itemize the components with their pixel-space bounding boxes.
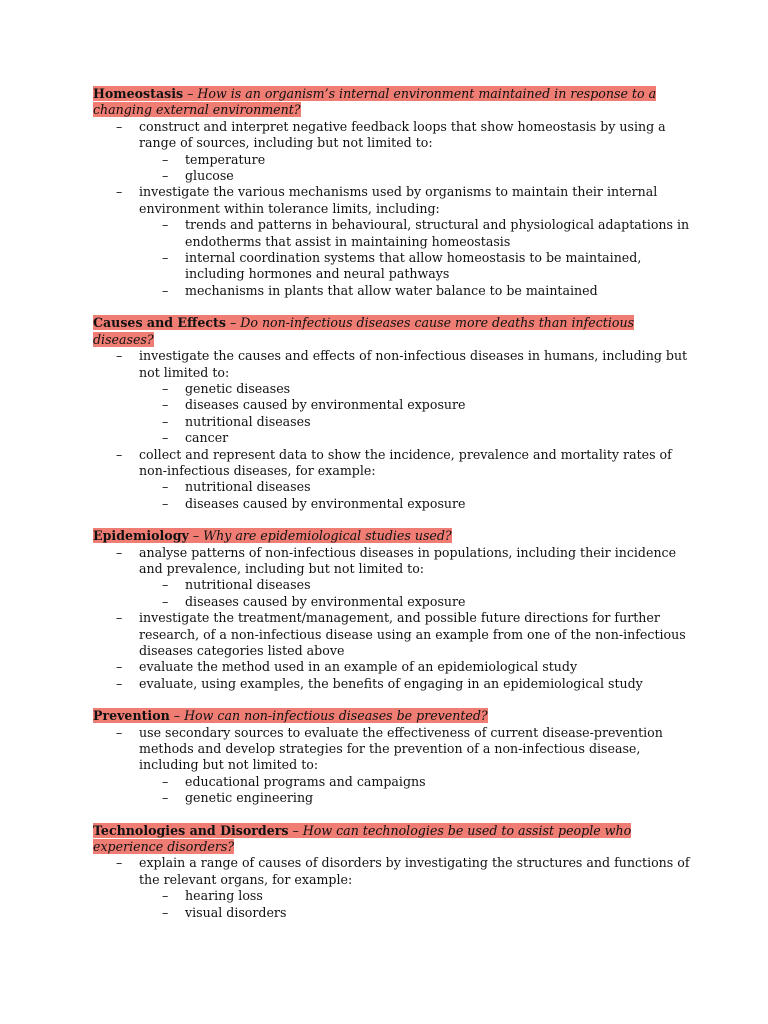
sub-outcome-item — [139, 217, 693, 250]
dash-bullet: – — [162, 151, 169, 167]
dash-bullet: – — [162, 217, 169, 233]
sub-outcome-item — [139, 905, 693, 921]
outcome-item — [93, 119, 693, 185]
dash-bullet: – — [162, 790, 169, 806]
outcome-item — [93, 725, 693, 807]
section-title: Technologies and Disorders — [93, 822, 289, 838]
outcome-item — [93, 676, 693, 692]
dash-bullet: – — [162, 904, 169, 920]
sub-outcome-text: diseases caused by environmental exposure — [185, 495, 466, 511]
dash-bullet: – — [162, 479, 169, 495]
document-page — [93, 86, 693, 937]
outcome-text: construct and interpret negative feedback loops that show homeostasis by using a range of sources, including but not limited to: — [139, 118, 666, 151]
heading-highlight — [93, 86, 656, 117]
section-question: Why are epidemiological studies used? — [203, 528, 452, 544]
outcome-item — [93, 184, 693, 299]
outcome-text: investigate the various mechanisms used by organisms to maintain their internal environment within tolerance limits, including: — [139, 184, 658, 216]
sub-outcome-text: nutritional diseases — [185, 479, 311, 495]
section-title: Epidemiology — [93, 528, 189, 544]
sub-outcome-item — [139, 790, 693, 806]
heading-highlight — [93, 528, 452, 543]
dash-bullet: – — [162, 888, 169, 904]
syllabus-section — [93, 528, 693, 692]
section-heading — [93, 315, 693, 348]
dash-bullet: – — [116, 348, 123, 364]
outcome-item — [93, 610, 693, 659]
sub-outcome-text: nutritional diseases — [185, 413, 311, 429]
title-separator: – — [183, 86, 198, 101]
outcome-text: evaluate the method used in an example of an epidemiological study — [139, 659, 578, 675]
syllabus-section — [93, 708, 693, 806]
outcome-text: investigate the treatment/management, and possible future directions for further research, of a non-infectious disease using an example from one of the non-infectious diseases categories listed above — [139, 610, 686, 658]
dash-bullet: – — [162, 495, 169, 511]
sub-outcome-text: genetic diseases — [185, 380, 291, 396]
sub-outcome-item — [139, 397, 693, 413]
dash-bullet: – — [162, 430, 169, 446]
sub-outcome-item — [139, 479, 693, 495]
heading-highlight — [93, 315, 634, 346]
dash-bullet: – — [116, 724, 123, 740]
sub-outcome-text: diseases caused by environmental exposure — [185, 397, 466, 413]
sub-outcome-list — [139, 888, 693, 921]
title-separator: – — [169, 708, 185, 724]
section-heading — [93, 823, 693, 856]
sub-outcome-text: visual disorders — [185, 904, 287, 920]
outcome-text: explain a range of causes of disorders by investigating the structures and functions of the relevant organs, for example: — [139, 855, 690, 887]
sub-outcome-list — [139, 217, 693, 299]
outcome-item — [93, 348, 693, 446]
sub-outcome-item — [139, 888, 693, 904]
dash-bullet: – — [162, 282, 169, 298]
section-heading — [93, 528, 693, 544]
section-heading — [93, 708, 693, 724]
dash-bullet: – — [116, 544, 123, 560]
dash-bullet: – — [162, 397, 169, 413]
outcome-text: use secondary sources to evaluate the effectiveness of current disease-prevention methods and develop strategies for the prevention of a non-infectious disease, including but not limited to: — [139, 724, 663, 773]
dash-bullet: – — [162, 413, 169, 429]
sub-outcome-text: temperature — [185, 151, 266, 167]
dash-bullet: – — [116, 610, 123, 626]
dash-bullet: – — [116, 675, 123, 691]
outcome-item — [93, 545, 693, 611]
section-title: Homeostasis — [93, 86, 184, 101]
dash-bullet: – — [116, 118, 123, 134]
section-title: Prevention — [93, 708, 170, 724]
sub-outcome-list — [139, 774, 693, 807]
sub-outcome-item — [139, 283, 693, 299]
sub-outcome-text: hearing loss — [185, 888, 263, 904]
outcome-item — [93, 447, 693, 513]
sub-outcome-list — [139, 479, 693, 512]
dash-bullet: – — [116, 446, 123, 462]
sub-outcome-text: internal coordination systems that allow homeostasis to be maintained, including hormones and neural pathways — [185, 250, 642, 282]
outcome-list — [93, 348, 693, 512]
dash-bullet: – — [162, 577, 169, 593]
section-heading — [93, 86, 693, 119]
outcome-text: investigate the causes and effects of non-infectious diseases in humans, including but not limited to: — [139, 348, 688, 380]
sub-outcome-item — [139, 414, 693, 430]
sub-outcome-list — [139, 381, 693, 447]
outcome-item — [93, 855, 693, 921]
syllabus-section — [93, 315, 693, 512]
title-separator: – — [188, 528, 204, 544]
sub-outcome-text: cancer — [185, 430, 229, 446]
dash-bullet: – — [162, 250, 169, 266]
dash-bullet: – — [162, 380, 169, 396]
section-question: How can non-infectious diseases be prevented? — [184, 708, 488, 724]
sub-outcome-item — [139, 152, 693, 168]
sub-outcome-text: genetic engineering — [185, 790, 314, 806]
sub-outcome-list — [139, 152, 693, 185]
sub-outcome-item — [139, 381, 693, 397]
outcome-list — [93, 855, 693, 921]
dash-bullet: – — [116, 659, 123, 675]
dash-bullet: – — [116, 184, 123, 200]
outcome-text: evaluate, using examples, the benefits of engaging in an epidemiological study — [139, 675, 643, 691]
outcome-text: analyse patterns of non-infectious diseases in populations, including their incidence and prevalence, including but not limited to: — [139, 544, 677, 576]
title-separator: – — [225, 315, 241, 331]
outcome-list — [93, 725, 693, 807]
outcome-list — [93, 545, 693, 693]
sub-outcome-item — [139, 250, 693, 283]
heading-highlight — [93, 708, 488, 723]
heading-highlight — [93, 823, 631, 854]
outcome-list — [93, 119, 693, 299]
syllabus-section — [93, 823, 693, 921]
sub-outcome-item — [139, 430, 693, 446]
sub-outcome-text: educational programs and campaigns — [185, 773, 426, 789]
sub-outcome-item — [139, 594, 693, 610]
section-question: How is an organism’s internal environment maintained in response to a changing external environment? — [93, 86, 657, 118]
outcome-text: collect and represent data to show the incidence, prevalence and mortality rates of non-infectious diseases, for example: — [139, 446, 672, 478]
sub-outcome-text: mechanisms in plants that allow water balance to be maintained — [185, 282, 598, 298]
sub-outcome-text: glucose — [185, 168, 234, 184]
sub-outcome-text: trends and patterns in behavioural, structural and physiological adaptations in endotherms that assist in maintaining homeostasis — [185, 217, 690, 249]
sub-outcome-text: diseases caused by environmental exposure — [185, 593, 466, 609]
dash-bullet: – — [162, 593, 169, 609]
section-title: Causes and Effects — [93, 315, 226, 331]
sub-outcome-item — [139, 496, 693, 512]
section-question: How can technologies be used to assist people who experience disorders? — [93, 822, 632, 855]
sub-outcome-item — [139, 774, 693, 790]
sub-outcome-list — [139, 577, 693, 610]
outcome-item — [93, 659, 693, 675]
section-question: Do non-infectious diseases cause more deaths than infectious diseases? — [93, 315, 635, 347]
title-separator: – — [288, 822, 303, 838]
dash-bullet: – — [162, 168, 169, 184]
sub-outcome-item — [139, 577, 693, 593]
sub-outcome-text: nutritional diseases — [185, 577, 311, 593]
sub-outcome-item — [139, 168, 693, 184]
dash-bullet: – — [116, 855, 123, 871]
dash-bullet: – — [162, 773, 169, 789]
syllabus-section — [93, 86, 693, 299]
